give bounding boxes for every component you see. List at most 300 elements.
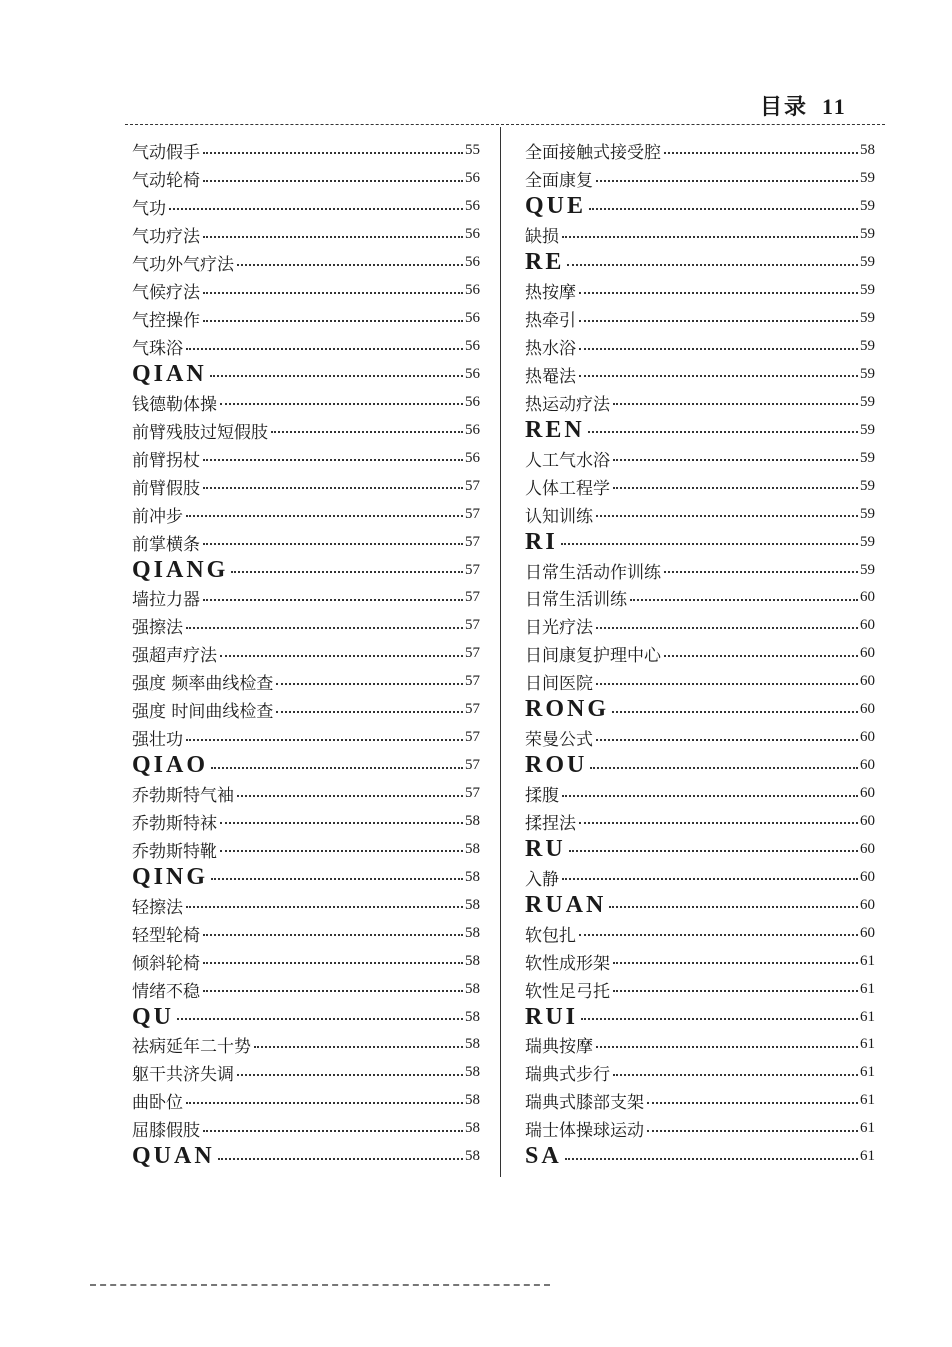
index-entry <box>132 919 480 947</box>
page-ref: 56 <box>465 226 480 243</box>
pinyin-heading: RUI <box>525 1003 579 1030</box>
index-heading <box>525 752 875 780</box>
column-divider <box>500 127 501 1177</box>
page-ref: 60 <box>860 840 875 857</box>
page-ref: 59 <box>860 282 875 299</box>
entry-term: 日光疗法 <box>525 618 593 639</box>
top-rule <box>125 124 885 125</box>
page-ref: 58 <box>465 952 480 969</box>
page-ref: 59 <box>860 393 875 410</box>
dot-leader <box>647 1102 858 1104</box>
index-entry <box>525 612 875 640</box>
page-ref: 57 <box>465 701 480 718</box>
index-entry <box>525 500 875 528</box>
dot-leader <box>211 878 463 880</box>
dot-leader <box>590 767 858 769</box>
page-ref: 58 <box>465 868 480 885</box>
index-heading <box>132 361 480 389</box>
dot-leader <box>579 320 858 322</box>
index-heading <box>525 528 875 556</box>
page-ref: 58 <box>465 812 480 829</box>
index-entry <box>132 668 480 696</box>
dot-leader <box>186 627 463 629</box>
entry-term: 热罨法 <box>525 366 576 387</box>
entry-term: 乔勃斯特气袖 <box>132 786 234 807</box>
dot-leader <box>579 348 858 350</box>
entry-term: 瑞典式步行 <box>525 1065 610 1086</box>
page-ref: 59 <box>860 310 875 327</box>
page-ref: 59 <box>860 505 875 522</box>
index-entry <box>525 640 875 668</box>
entry-term: 躯干共济失调 <box>132 1065 234 1086</box>
index-entry <box>132 640 480 668</box>
dot-leader <box>609 906 858 908</box>
dot-leader <box>562 236 858 238</box>
index-entry <box>525 361 875 389</box>
entry-term: 倾斜轮椅 <box>132 953 200 974</box>
index-entry <box>132 1087 480 1115</box>
dot-leader <box>186 515 463 517</box>
page-ref: 57 <box>465 673 480 690</box>
dot-leader <box>237 264 463 266</box>
dot-leader <box>613 487 858 489</box>
page-ref: 57 <box>465 645 480 662</box>
dot-leader <box>579 934 858 936</box>
page-ref: 60 <box>860 896 875 913</box>
entry-term: 揉腹 <box>525 786 559 807</box>
dot-leader <box>203 934 463 936</box>
dot-leader <box>186 348 463 350</box>
dot-leader <box>220 850 463 852</box>
entry-term: 墙拉力器 <box>132 590 200 611</box>
dot-leader <box>203 320 463 322</box>
entry-term: 前掌横条 <box>132 534 200 555</box>
index-heading <box>132 556 480 584</box>
dot-leader <box>218 1158 463 1160</box>
index-entry <box>525 1115 875 1143</box>
dot-leader <box>565 1158 858 1160</box>
bottom-rule <box>90 1284 550 1286</box>
index-entry <box>525 388 875 416</box>
index-entry <box>132 277 480 305</box>
dot-leader <box>203 459 463 461</box>
index-entry <box>525 472 875 500</box>
page-header <box>760 90 847 121</box>
entry-term: 气功 <box>132 199 166 220</box>
dot-leader <box>613 459 858 461</box>
index-heading <box>525 696 875 724</box>
dot-leader <box>203 543 463 545</box>
page-ref: 57 <box>465 561 480 578</box>
page-ref: 59 <box>860 449 875 466</box>
dot-leader <box>203 1130 463 1132</box>
index-entry <box>132 1059 480 1087</box>
index-entry <box>132 221 480 249</box>
page-ref: 58 <box>465 1008 480 1025</box>
entry-term: 日常生活训练 <box>525 590 627 611</box>
page-ref: 59 <box>860 365 875 382</box>
pinyin-heading: ROU <box>525 752 588 779</box>
index-entry <box>132 416 480 444</box>
dot-leader <box>220 403 463 405</box>
entry-term: 荣曼公式 <box>525 730 593 751</box>
dot-leader <box>276 683 463 685</box>
page-ref: 60 <box>860 785 875 802</box>
index-entry <box>132 696 480 724</box>
entry-term: 乔勃斯特袜 <box>132 813 217 834</box>
page-ref: 59 <box>860 226 875 243</box>
index-entry <box>525 221 875 249</box>
entry-term: 气动轮椅 <box>132 171 200 192</box>
pinyin-heading: RUAN <box>525 891 607 918</box>
dot-leader <box>237 795 463 797</box>
dot-leader <box>647 1130 858 1132</box>
index-entry <box>525 947 875 975</box>
dot-leader <box>186 1102 463 1104</box>
index-entry <box>525 975 875 1003</box>
pinyin-heading: RI <box>525 528 558 555</box>
entry-term: 乔勃斯特靴 <box>132 841 217 862</box>
entry-term: 钱德勒体操 <box>132 394 217 415</box>
entry-term: 气动假手 <box>132 143 200 164</box>
index-right-column <box>525 137 875 1171</box>
dot-leader <box>203 990 463 992</box>
entry-term: 瑞士体操球运动 <box>525 1121 644 1142</box>
entry-term: 轻擦法 <box>132 897 183 918</box>
page-ref: 58 <box>465 1148 480 1165</box>
page-ref: 61 <box>860 952 875 969</box>
index-heading <box>132 752 480 780</box>
dot-leader <box>569 850 858 852</box>
entry-term: 强壮功 <box>132 730 183 751</box>
entry-term: 强度 时间曲线检查 <box>132 702 274 723</box>
dot-leader <box>589 208 858 210</box>
entry-term: 软性足弓托 <box>525 981 610 1002</box>
index-entry <box>132 835 480 863</box>
index-entry <box>525 668 875 696</box>
dot-leader <box>596 1046 858 1048</box>
entry-term: 强超声疗法 <box>132 646 217 667</box>
index-entry <box>525 780 875 808</box>
index-entry <box>525 556 875 584</box>
index-entry <box>525 165 875 193</box>
page-ref: 60 <box>860 868 875 885</box>
index-heading <box>132 863 480 891</box>
dot-leader <box>588 431 858 433</box>
page-ref: 57 <box>465 477 480 494</box>
page-ref: 61 <box>860 1120 875 1137</box>
entry-term: 瑞典按摩 <box>525 1037 593 1058</box>
page-ref: 56 <box>465 338 480 355</box>
index-entry <box>525 444 875 472</box>
entry-term: 软性成形架 <box>525 953 610 974</box>
entry-term: 热按摩 <box>525 283 576 304</box>
index-heading <box>525 1003 875 1031</box>
dot-leader <box>612 711 858 713</box>
index-entry <box>132 193 480 221</box>
page-ref: 60 <box>860 589 875 606</box>
page-ref: 58 <box>465 1120 480 1137</box>
dot-leader <box>220 655 463 657</box>
entry-term: 气功疗法 <box>132 227 200 248</box>
entry-term: 全面接触式接受腔 <box>525 143 661 164</box>
dot-leader <box>186 906 463 908</box>
pinyin-heading: RONG <box>525 696 609 723</box>
entry-term: 日间康复护理中心 <box>525 646 661 667</box>
pinyin-heading: QUAN <box>132 1143 215 1170</box>
page-ref: 58 <box>860 142 875 159</box>
page-ref: 60 <box>860 812 875 829</box>
page-ref: 61 <box>860 1008 875 1025</box>
index-entry <box>132 305 480 333</box>
page-ref: 61 <box>860 1092 875 1109</box>
dot-leader <box>596 627 858 629</box>
dot-leader <box>613 990 858 992</box>
pinyin-heading: SA <box>525 1143 562 1170</box>
page-ref: 56 <box>465 282 480 299</box>
entry-term: 气控操作 <box>132 311 200 332</box>
entry-term: 强度 频率曲线检查 <box>132 674 274 695</box>
pinyin-heading: RE <box>525 249 565 276</box>
index-entry <box>525 1059 875 1087</box>
entry-term: 强擦法 <box>132 618 183 639</box>
dot-leader <box>211 767 463 769</box>
entry-term: 软包扎 <box>525 925 576 946</box>
index-entry <box>525 863 875 891</box>
page-ref: 58 <box>465 924 480 941</box>
entry-term: 日常生活动作训练 <box>525 562 661 583</box>
index-heading <box>132 1003 480 1031</box>
dot-leader <box>203 236 463 238</box>
index-entry <box>132 808 480 836</box>
pinyin-heading: RU <box>525 835 566 862</box>
entry-term: 日间医院 <box>525 674 593 695</box>
entry-term: 瑞典式膝部支架 <box>525 1093 644 1114</box>
page-ref: 57 <box>465 617 480 634</box>
dot-leader <box>237 1074 463 1076</box>
entry-term: 全面康复 <box>525 171 593 192</box>
page-ref: 61 <box>860 980 875 997</box>
page-ref: 60 <box>860 729 875 746</box>
pinyin-heading: REN <box>525 416 585 443</box>
entry-term: 轻型轮椅 <box>132 925 200 946</box>
index-entry <box>132 333 480 361</box>
index-entry <box>525 137 875 165</box>
entry-term: 人体工程学 <box>525 478 610 499</box>
index-entry <box>132 780 480 808</box>
pinyin-heading: QIANG <box>132 556 229 583</box>
page-ref: 59 <box>860 198 875 215</box>
entry-term: 前臂假肢 <box>132 478 200 499</box>
page-ref: 56 <box>465 393 480 410</box>
index-entry <box>132 724 480 752</box>
index-entry <box>132 891 480 919</box>
page-ref: 58 <box>465 1036 480 1053</box>
index-entry <box>132 444 480 472</box>
page-ref: 56 <box>465 170 480 187</box>
entry-term: 揉捏法 <box>525 813 576 834</box>
index-entry <box>132 249 480 277</box>
dot-leader <box>630 599 858 601</box>
page-ref: 60 <box>860 924 875 941</box>
entry-term: 气候疗法 <box>132 283 200 304</box>
page-ref: 59 <box>860 338 875 355</box>
page-number: 11 <box>822 94 847 119</box>
dot-leader <box>562 795 858 797</box>
index-entry <box>525 277 875 305</box>
index-entry <box>132 528 480 556</box>
dot-leader <box>169 208 463 210</box>
entry-term: 热运动疗法 <box>525 394 610 415</box>
dot-leader <box>664 152 858 154</box>
entry-term: 气珠浴 <box>132 339 183 360</box>
page-ref: 59 <box>860 533 875 550</box>
page-header-title: 目录 <box>760 94 809 120</box>
page-ref: 56 <box>465 310 480 327</box>
dot-leader <box>664 571 858 573</box>
index-heading <box>525 1143 875 1171</box>
entry-term: 情绪不稳 <box>132 981 200 1002</box>
index-heading <box>525 249 875 277</box>
dot-leader <box>276 711 463 713</box>
page-ref: 58 <box>465 840 480 857</box>
page-ref: 57 <box>465 785 480 802</box>
index-entry <box>525 333 875 361</box>
index-entry <box>132 584 480 612</box>
index-entry <box>525 584 875 612</box>
index-entry <box>132 947 480 975</box>
page-ref: 61 <box>860 1148 875 1165</box>
dot-leader <box>613 403 858 405</box>
pinyin-heading: QUE <box>525 193 587 220</box>
page-ref: 60 <box>860 617 875 634</box>
page-ref: 60 <box>860 701 875 718</box>
index-entry <box>132 165 480 193</box>
entry-term: 前冲步 <box>132 506 183 527</box>
dot-leader <box>203 180 463 182</box>
page-ref: 59 <box>860 254 875 271</box>
entry-term: 屈膝假肢 <box>132 1121 200 1142</box>
dot-leader <box>203 962 463 964</box>
index-left-column <box>132 137 480 1171</box>
dot-leader <box>186 739 463 741</box>
index-entry <box>525 919 875 947</box>
index-heading <box>132 1143 480 1171</box>
dot-leader <box>596 683 858 685</box>
page-ref: 57 <box>465 757 480 774</box>
pinyin-heading: QIAN <box>132 360 207 387</box>
dot-leader <box>203 487 463 489</box>
index-heading <box>525 193 875 221</box>
dot-leader <box>567 264 858 266</box>
page-ref: 58 <box>465 1092 480 1109</box>
dot-leader <box>579 292 858 294</box>
entry-term: 缺损 <box>525 227 559 248</box>
page-ref: 57 <box>465 729 480 746</box>
entry-term: 曲卧位 <box>132 1093 183 1114</box>
index-heading <box>525 891 875 919</box>
dot-leader <box>203 292 463 294</box>
page-ref: 60 <box>860 673 875 690</box>
index-entry <box>132 472 480 500</box>
page-ref: 57 <box>465 533 480 550</box>
page-ref: 57 <box>465 505 480 522</box>
index-entry <box>525 305 875 333</box>
dot-leader <box>271 431 463 433</box>
dot-leader <box>596 180 858 182</box>
page-ref: 56 <box>465 365 480 382</box>
index-heading <box>525 835 875 863</box>
pinyin-heading: QU <box>132 1003 174 1030</box>
page-ref: 57 <box>465 589 480 606</box>
page-ref: 61 <box>860 1064 875 1081</box>
dot-leader <box>231 571 463 573</box>
dot-leader <box>177 1018 463 1020</box>
page-ref: 59 <box>860 421 875 438</box>
pinyin-heading: QING <box>132 863 209 890</box>
dot-leader <box>579 375 858 377</box>
index-entry <box>132 975 480 1003</box>
index-entry <box>132 388 480 416</box>
page-ref: 58 <box>465 896 480 913</box>
entry-term: 认知训练 <box>525 506 593 527</box>
pinyin-heading: QIAO <box>132 752 209 779</box>
entry-term: 前臂拐杖 <box>132 450 200 471</box>
page-ref: 56 <box>465 449 480 466</box>
page-ref: 56 <box>465 254 480 271</box>
index-entry <box>525 1087 875 1115</box>
index-entry <box>132 1115 480 1143</box>
entry-term: 热水浴 <box>525 339 576 360</box>
page-ref: 60 <box>860 645 875 662</box>
dot-leader <box>562 878 858 880</box>
index-entry <box>525 724 875 752</box>
entry-term: 入静 <box>525 869 559 890</box>
page-ref: 59 <box>860 561 875 578</box>
index-entry <box>132 137 480 165</box>
page-ref: 56 <box>465 421 480 438</box>
dot-leader <box>203 152 463 154</box>
dot-leader <box>210 375 463 377</box>
dot-leader <box>203 599 463 601</box>
entry-term: 祛病延年二十势 <box>132 1037 251 1058</box>
index-heading <box>525 416 875 444</box>
page-ref: 56 <box>465 198 480 215</box>
page-ref: 59 <box>860 170 875 187</box>
dot-leader <box>664 655 858 657</box>
index-entry <box>132 612 480 640</box>
page-ref: 60 <box>860 757 875 774</box>
dot-leader <box>596 739 858 741</box>
page-ref: 58 <box>465 980 480 997</box>
dot-leader <box>220 822 463 824</box>
entry-term: 气功外气疗法 <box>132 255 234 276</box>
page-ref: 58 <box>465 1064 480 1081</box>
dot-leader <box>581 1018 858 1020</box>
dot-leader <box>613 962 858 964</box>
page-ref: 55 <box>465 142 480 159</box>
index-entry <box>132 1031 480 1059</box>
entry-term: 人工气水浴 <box>525 450 610 471</box>
entry-term: 热牵引 <box>525 311 576 332</box>
dot-leader <box>579 822 858 824</box>
dot-leader <box>254 1046 463 1048</box>
entry-term: 前臂残肢过短假肢 <box>132 422 268 443</box>
index-entry <box>132 500 480 528</box>
dot-leader <box>596 515 858 517</box>
dot-leader <box>613 1074 858 1076</box>
index-entry <box>525 808 875 836</box>
